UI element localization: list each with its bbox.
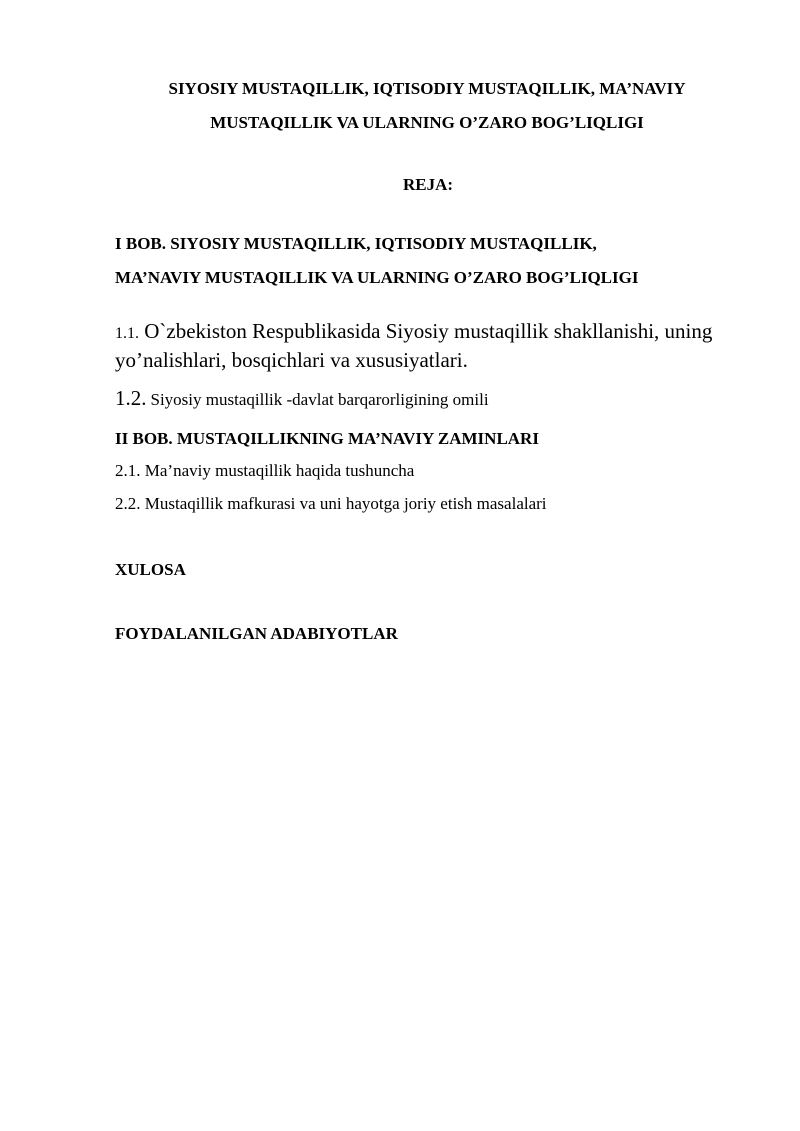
plan-item-1-1	[115, 318, 755, 373]
plan-item-1-2-number: 1.2.	[115, 386, 147, 410]
plan-item-1-2	[115, 386, 755, 411]
chapter-1-heading	[115, 227, 755, 295]
references-heading: FOYDALANILGAN ADABIYOTLAR	[115, 624, 398, 643]
document-title	[100, 72, 754, 140]
plan-heading: REJA:	[402, 175, 454, 194]
plan-item-2-2: 2.2. Mustaqillik mafkurasi va uni hayotga joriy etish masalalari	[115, 494, 547, 513]
plan-item-1-1-text: O`zbekiston Respublikasida Siyosiy mustaqillik shakllanishi, uning yo’nalishlari, bosqichlari va xususiyatlari.	[115, 319, 713, 372]
title-line-2: MUSTAQILLIK VA ULARNING O’ZARO BOG’LIQLIGI	[210, 113, 644, 132]
chapter-1-line-2: MA’NAVIY MUSTAQILLIK VA ULARNING O’ZARO BOG’LIQLIGI	[115, 268, 639, 287]
chapter-2-heading: II BOB. MUSTAQILLIKNING MA’NAVIY ZAMINLARI	[115, 429, 539, 448]
plan-item-2-1: 2.1. Ma’naviy mustaqillik haqida tushuncha	[115, 461, 415, 480]
plan-item-1-1-number: 1.1.	[115, 325, 139, 342]
title-line-1: SIYOSIY MUSTAQILLIK, IQTISODIY MUSTAQILLIK, MA’NAVIY	[168, 79, 686, 98]
plan-item-1-2-text: Siyosiy mustaqillik -davlat barqarorligining omili	[150, 390, 489, 409]
conclusion-heading: XULOSA	[115, 560, 186, 579]
chapter-1-line-1: I BOB. SIYOSIY MUSTAQILLIK, IQTISODIY MUSTAQILLIK,	[115, 234, 597, 253]
